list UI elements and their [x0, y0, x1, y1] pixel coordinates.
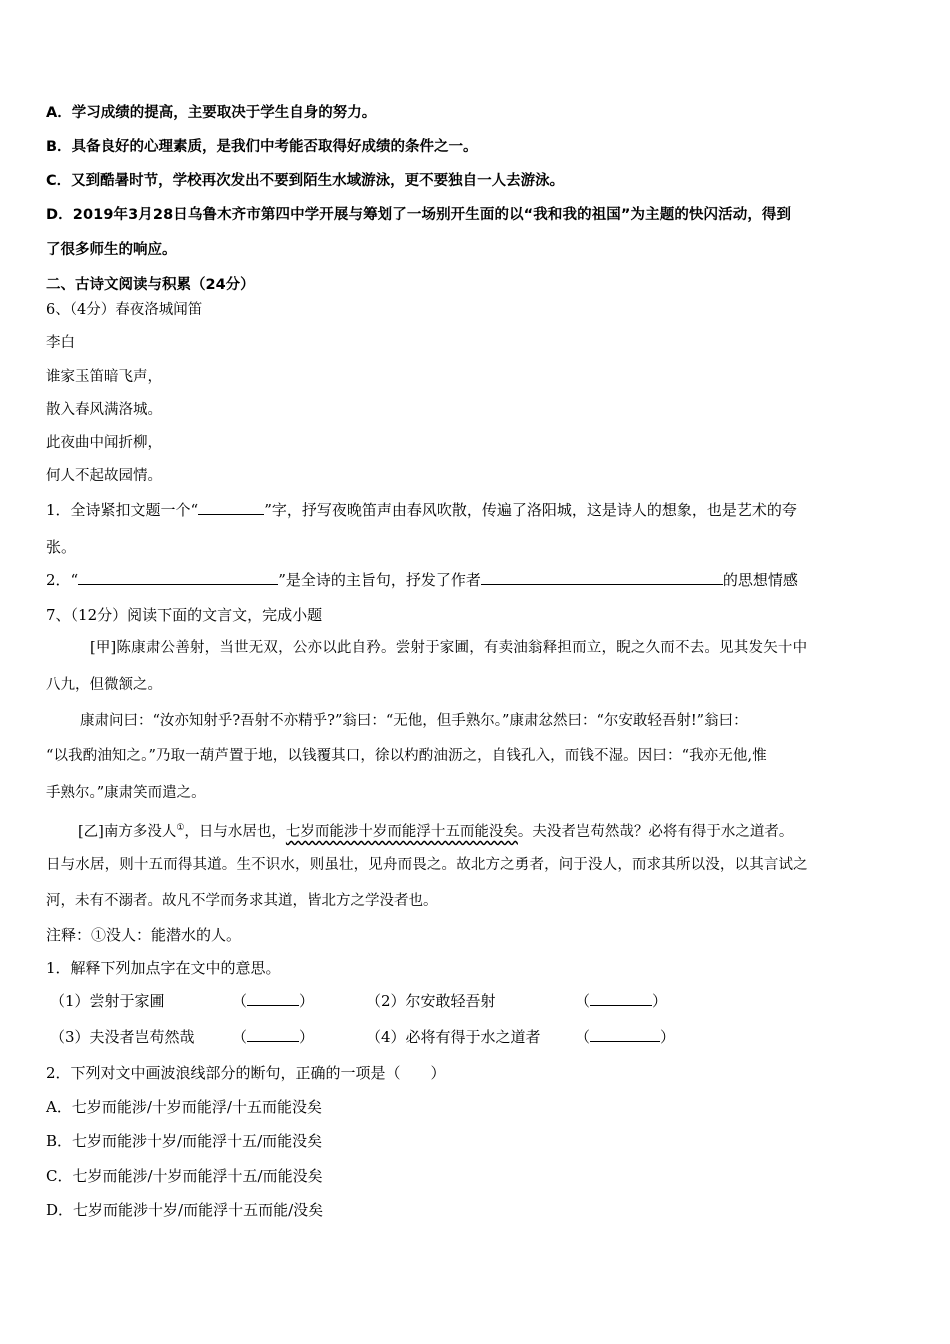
answer-blank[interactable] — [481, 570, 723, 585]
poem-line: 此夜曲中闻折柳， — [46, 435, 162, 451]
poem-line: 何人不起故园情。 — [46, 468, 162, 484]
answer-blank[interactable] — [590, 991, 652, 1006]
answer-blank[interactable] — [78, 570, 278, 585]
word-item: （2）尔安敢轻吾射 — [366, 992, 496, 1010]
yi-paragraph: [乙]南方多没人①，日与水居也，七岁而能涉十岁而能浮十五而能没矣。夫没者岂苟然哉？必将有得于水之道者。 — [78, 823, 794, 840]
wavy-underlined-text: 七岁而能涉十岁而能浮十五而能没矣 — [285, 823, 518, 840]
yi-paragraph: 日与水居，则十五而得其道。生不识水，则虽壮，见舟而畏之。故北方之勇者，问于没人，而求其所以没，以其言试之 — [46, 857, 808, 873]
option-d-continued: 了很多师生的响应。 — [46, 242, 177, 258]
q7-sub2: 2．下列对文中画波浪线部分的断句，正确的一项是（ ） — [46, 1064, 446, 1082]
answer-blank[interactable] — [247, 991, 299, 1006]
answer-blank[interactable] — [198, 500, 264, 515]
poem-line: 谁家玉笛暗飞声， — [46, 369, 162, 385]
word-item: （1）尝射于家圃 — [50, 992, 165, 1010]
answer-blank[interactable] — [247, 1027, 299, 1042]
option-b: B．具备良好的心理素质，是我们中考能否取得好成绩的条件之一。 — [46, 139, 478, 155]
q6-header: 6、（4分）春夜洛城闻笛 — [46, 302, 203, 318]
answer-blank[interactable] — [590, 1027, 660, 1042]
q7-sub1: 1．解释下列加点字在文中的意思。 — [46, 959, 281, 977]
jia-paragraph: 八九，但微颔之。 — [46, 677, 162, 693]
q6-sub1: 1．全诗紧扣文题一个“ ”字，抒写夜晚笛声由春风吹散，传遍了洛阳城，这是诗人的想象，也是艺术的夸 — [46, 501, 797, 519]
choice-a[interactable]: A．七岁而能涉/十岁而能浮/十五而能没矣 — [46, 1098, 322, 1116]
section-title: 二、古诗文阅读与积累（24分） — [46, 277, 255, 293]
jia-paragraph: “以我酌油知之。”乃取一葫芦置于地，以钱覆其口，徐以杓酌油沥之，自钱孔入，而钱不湿。因曰：“我亦无他,惟 — [46, 748, 767, 764]
word-answer: （ ） — [575, 1028, 676, 1046]
jia-paragraph: 手熟尔。”康肃笑而遣之。 — [46, 785, 206, 801]
word-answer: （ ） — [232, 1028, 315, 1046]
q7-header: 7、（12分）阅读下面的文言文，完成小题 — [46, 606, 323, 624]
jia-paragraph: [甲]陈康肃公善射，当世无双，公亦以此自矜。尝射于家圃，有卖油翁释担而立，睨之久而不去。见其发矢十中 — [90, 640, 808, 656]
choice-c[interactable]: C．七岁而能涉/十岁而能浮十五/而能没矣 — [46, 1167, 323, 1185]
choice-d[interactable]: D．七岁而能涉十岁/而能浮十五而能/没矣 — [46, 1201, 324, 1219]
word-item: （3）夫没者岂苟然哉 — [50, 1028, 195, 1046]
poem-author: 李白 — [46, 335, 75, 351]
choice-b[interactable]: B．七岁而能涉十岁/而能浮十五/而能没矣 — [46, 1132, 323, 1150]
jia-paragraph: 康肃问曰：“汝亦知射乎?吾射不亦精乎?”翁曰：“无他，但手熟尔。”康肃忿然曰：“尔安敢轻吾射!”翁曰： — [80, 713, 748, 729]
q6-sub1-cont: 张。 — [46, 538, 77, 556]
option-c: C．又到酷暑时节，学校再次发出不要到陌生水域游泳，更不要独自一人去游泳。 — [46, 173, 565, 189]
word-answer: （ ） — [232, 992, 315, 1010]
word-answer: （ ） — [575, 992, 668, 1010]
yi-paragraph: 河，未有不溺者。故凡不学而务求其道，皆北方之学没者也。 — [46, 893, 438, 909]
q6-sub2: 2．“ ”是全诗的主旨句，抒发了作者 的思想情感 — [46, 571, 798, 589]
option-a: A．学习成绩的提高，主要取决于学生自身的努力。 — [46, 105, 377, 121]
word-item: （4）必将有得于水之道者 — [366, 1028, 541, 1046]
poem-line: 散入春风满洛城。 — [46, 402, 162, 418]
option-d: D．2019年3月28日乌鲁木齐市第四中学开展与筹划了一场别开生面的以“我和我的祖国”为主题的快闪活动，得到 — [46, 207, 792, 223]
footnote: 注释：①没人：能潜水的人。 — [46, 926, 242, 944]
